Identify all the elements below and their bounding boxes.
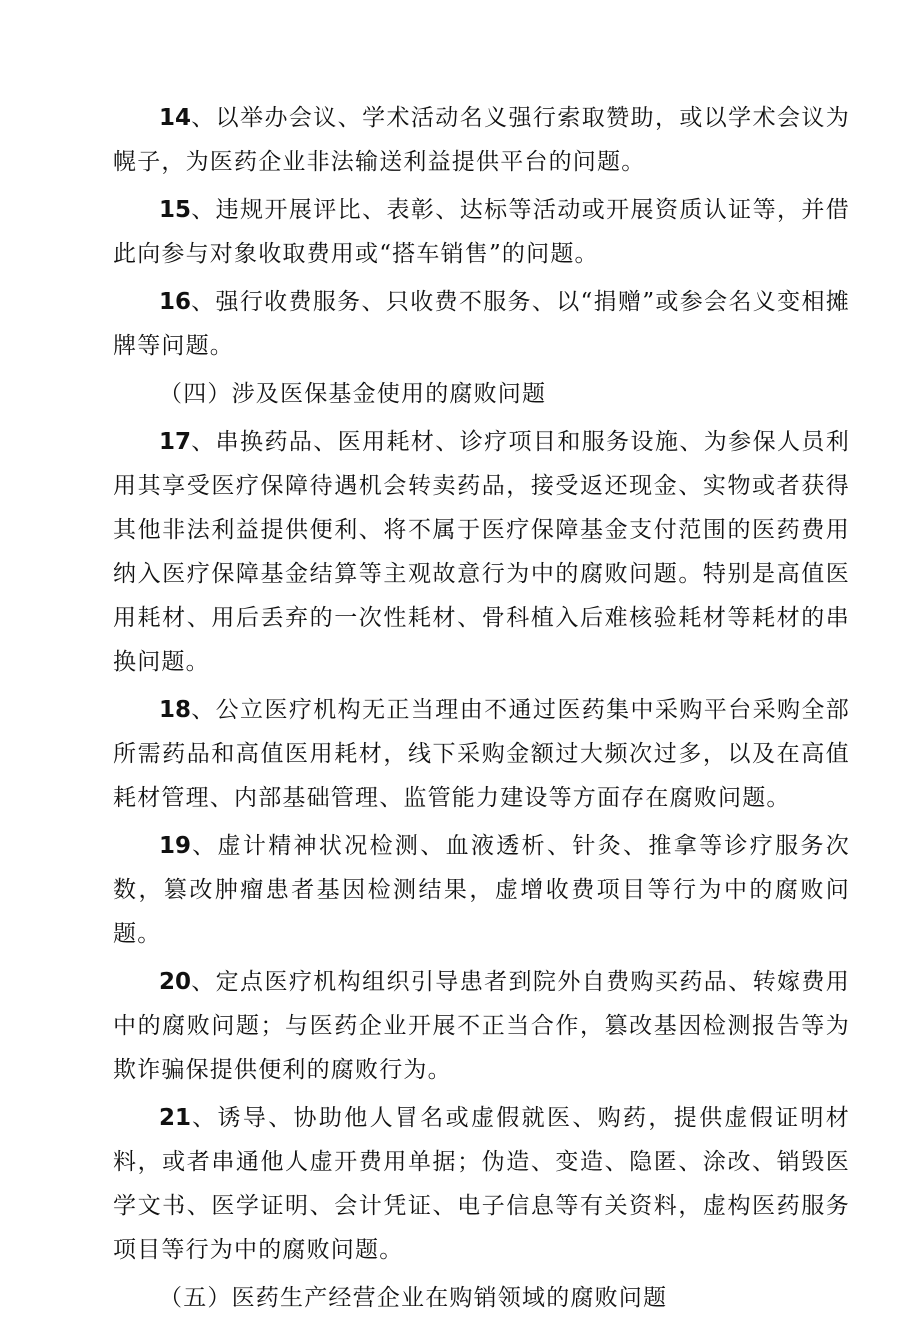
paragraph-18 [113, 688, 850, 820]
paragraph-number: 20 [159, 969, 192, 995]
paragraph-number: 21 [159, 1105, 192, 1131]
paragraph-text: 、定点医疗机构组织引导患者到院外自费购买药品、转嫁费用中的腐败问题；与医药企业开展不正当合作，篡改基因检测报告等为欺诈骗保提供便利的腐败行为。 [113, 969, 850, 1083]
section-heading-five: （五）医药生产经营企业在购销领域的腐败问题 [159, 1285, 668, 1311]
paragraph-17 [113, 420, 850, 684]
paragraph-number: 14 [159, 105, 192, 131]
paragraph-15 [113, 188, 850, 276]
paragraph-text: 、违规开展评比、表彰、达标等活动或开展资质认证等，并借此向参与对象收取费用或“搭车销售”的问题。 [113, 197, 850, 267]
paragraph-number: 18 [159, 697, 192, 723]
paragraph-14 [113, 96, 850, 184]
paragraph-number: 17 [159, 429, 192, 455]
paragraph-20 [113, 960, 850, 1092]
paragraph-text: 、虚计精神状况检测、血液透析、针灸、推拿等诊疗服务次数，篡改肿瘤患者基因检测结果，虚增收费项目等行为中的腐败问题。 [113, 833, 850, 947]
paragraph-text: 、串换药品、医用耗材、诊疗项目和服务设施、为参保人员利用其享受医疗保障待遇机会转卖药品，接受返还现金、实物或者获得其他非法利益提供便利、将不属于医疗保障基金支付范围的医药费用纳入医疗保障基金结算等主观故意行为中的腐败问题。特别是高值医用耗材、用后丢弃的一次性耗材、骨科植入后难核验耗材等耗材的串换问题。 [113, 429, 850, 675]
paragraph-text: 、诱导、协助他人冒名或虚假就医、购药，提供虚假证明材料，或者串通他人虚开费用单据；伪造、变造、隐匿、涂改、销毁医学文书、医学证明、会计凭证、电子信息等有关资料，虚构医药服务项目等行为中的腐败问题。 [113, 1105, 850, 1263]
paragraph-19 [113, 824, 850, 956]
paragraph-number: 19 [159, 833, 192, 859]
paragraph-number: 15 [159, 197, 192, 223]
paragraph-text: 、以举办会议、学术活动名义强行索取赞助，或以学术会议为幌子，为医药企业非法输送利益提供平台的问题。 [113, 105, 850, 175]
paragraph-21 [113, 1096, 850, 1272]
paragraph-16 [113, 280, 850, 368]
paragraph-text: 、公立医疗机构无正当理由不通过医药集中采购平台采购全部所需药品和高值医用耗材，线下采购金额过大频次过多，以及在高值耗材管理、内部基础管理、监管能力建设等方面存在腐败问题。 [113, 697, 850, 811]
paragraph-text: 、强行收费服务、只收费不服务、以“捐赠”或参会名义变相摊牌等问题。 [113, 289, 850, 359]
paragraph-number: 16 [159, 289, 192, 315]
section-heading-four: （四）涉及医保基金使用的腐败问题 [159, 381, 547, 407]
